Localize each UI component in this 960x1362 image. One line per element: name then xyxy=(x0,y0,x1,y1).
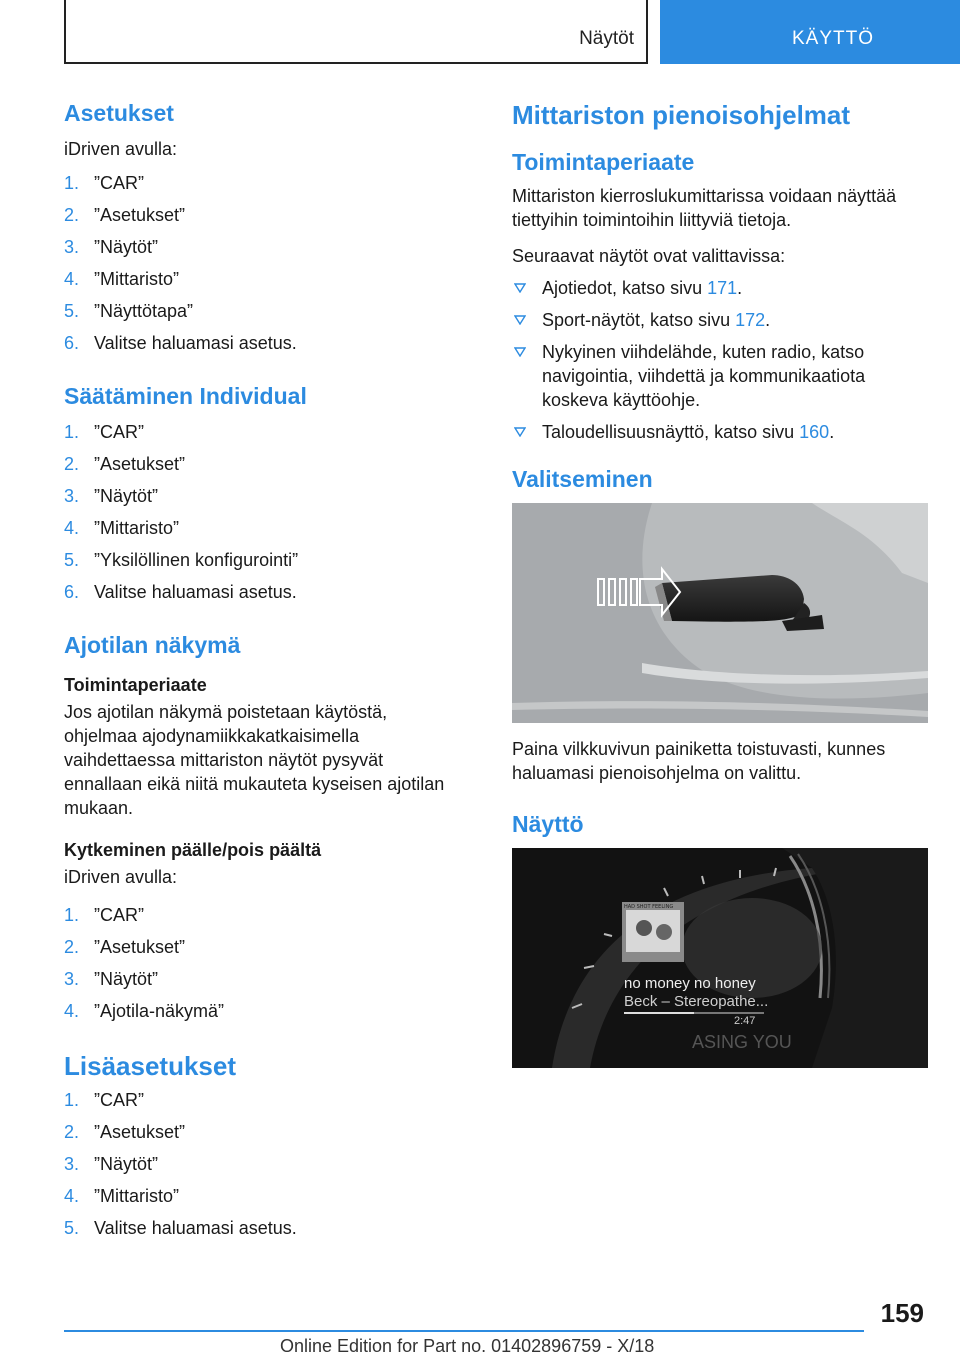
asetukset-intro: iDriven avulla: xyxy=(64,139,178,159)
list-item: 5. ”Näyttötapa” xyxy=(64,301,194,321)
list-item: 4. ”Mittaristo” xyxy=(64,269,179,289)
list-item: 1. ”CAR” xyxy=(64,173,144,193)
list-item: 2. ”Asetukset” xyxy=(64,454,186,474)
triangle-bullet-icon xyxy=(514,347,526,357)
track-title: no money no honey xyxy=(624,975,756,992)
list-item: 2. ”Asetukset” xyxy=(64,937,186,957)
ajotila-principle-text: Jos ajotilan näkymä poistetaan käytöstä, ohjelmaa ajodynamiikkakatkaisimella vaihdettaessa mittariston näytöt pysyvät ennallaan eikä niitä mukauteta kyseisen ajotilan mukaan. xyxy=(64,702,445,818)
cluster-illustration xyxy=(512,848,928,1068)
footer-edition: Online Edition for Part no. 01402896759 - X/18 xyxy=(280,1336,655,1356)
list-item: 4. ”Ajotila-näkymä” xyxy=(64,1001,225,1021)
list-item: 1. ”CAR” xyxy=(64,1090,144,1110)
valitseminen-text: Paina vilkkuvivun painiketta toistuvasti, kunnes haluamasi pienoisohjelma on valittu. xyxy=(512,739,886,783)
list-item: 3. ”Näytöt” xyxy=(64,969,159,989)
list-item: 5. Valitse haluamasi asetus. xyxy=(64,1218,297,1238)
list-intro: Seuraavat näytöt ovat valittavissa: xyxy=(512,246,786,266)
widget-list xyxy=(512,276,928,444)
running-header xyxy=(64,0,648,64)
triangle-bullet-icon xyxy=(514,315,526,325)
lisa-heading: Lisäasetukset xyxy=(64,1051,236,1081)
lever-illustration xyxy=(512,503,928,723)
principle-text: Mittariston kierroslukumittarissa voidaan näyttää tiettyihin toimintoihin liittyviä tietoja. xyxy=(512,186,897,230)
list-item: 2. ”Asetukset” xyxy=(64,1122,186,1142)
lisa-steps xyxy=(64,1088,464,1248)
asetukset-steps xyxy=(64,171,464,363)
list-item: 3. ”Näytöt” xyxy=(64,1154,159,1174)
principle-heading: Toimintaperiaate xyxy=(512,149,695,175)
list-item: 4. ”Mittaristo” xyxy=(64,518,179,538)
individual-steps xyxy=(64,420,464,612)
page-number: 159 xyxy=(880,1298,924,1328)
asetukset-heading: Asetukset xyxy=(64,100,174,126)
individual-heading: Säätäminen Individual xyxy=(64,383,307,409)
background-track-text: ASING YOU xyxy=(692,1032,792,1052)
list-item: 1. ”CAR” xyxy=(64,422,144,442)
chapter-label: KÄYTTÖ xyxy=(792,28,875,49)
track-time: 2:47 xyxy=(734,1015,756,1027)
turn-signal-lever-photo xyxy=(512,503,928,723)
list-item: 5. ”Yksilöllinen konfigurointi” xyxy=(64,550,299,570)
ajotila-heading: Ajotilan näkymä xyxy=(64,632,241,658)
album-caption: HAD SHOT FEELING xyxy=(624,904,674,910)
list-item: 4. ”Mittaristo” xyxy=(64,1186,179,1206)
list-item: 2. ”Asetukset” xyxy=(64,205,186,225)
footer-rule xyxy=(64,1330,864,1332)
page-link-160[interactable]: 160 xyxy=(799,422,830,442)
triangle-bullet-icon xyxy=(514,283,526,293)
list-item: Nykyinen viihdelähde, kuten radio, katso navigointia, viihdettä ja kommunikaatiota koskeva käyttöohje. xyxy=(512,340,928,412)
left-column xyxy=(64,100,464,1266)
list-item: 3. ”Näytöt” xyxy=(64,486,159,506)
list-item: Taloudellisuusnäyttö, katso sivu 160. xyxy=(512,420,928,444)
ajotila-steps xyxy=(64,903,464,1031)
list-item: 6. Valitse haluamasi asetus. xyxy=(64,333,297,353)
ajotila-principle-heading: Toimintaperiaate xyxy=(64,675,207,695)
ajotila-intro: iDriven avulla: xyxy=(64,867,178,887)
ajotila-onoff-heading: Kytkeminen päälle/pois päältä xyxy=(64,840,322,860)
list-item: Ajotiedot, katso sivu 171. xyxy=(512,276,928,300)
naytto-heading: Näyttö xyxy=(512,811,584,837)
triangle-bullet-icon xyxy=(514,427,526,437)
valitseminen-heading: Valitseminen xyxy=(512,466,653,492)
right-column xyxy=(512,100,928,1068)
section-label: Näytöt xyxy=(579,28,634,49)
list-item: 6. Valitse haluamasi asetus. xyxy=(64,582,297,602)
page-link-172[interactable]: 172 xyxy=(735,310,766,330)
chapter-tab[interactable] xyxy=(660,0,960,64)
list-item: 1. ”CAR” xyxy=(64,905,144,925)
instrument-cluster-photo xyxy=(512,848,928,1068)
track-artist: Beck – Stereopathe... xyxy=(624,993,769,1010)
list-item: 3. ”Näytöt” xyxy=(64,237,159,257)
widgets-heading: Mittariston pienoisohjelmat xyxy=(512,100,851,130)
list-item: Sport-näytöt, katso sivu 172. xyxy=(512,308,928,332)
page-link-171[interactable]: 171 xyxy=(707,278,738,298)
